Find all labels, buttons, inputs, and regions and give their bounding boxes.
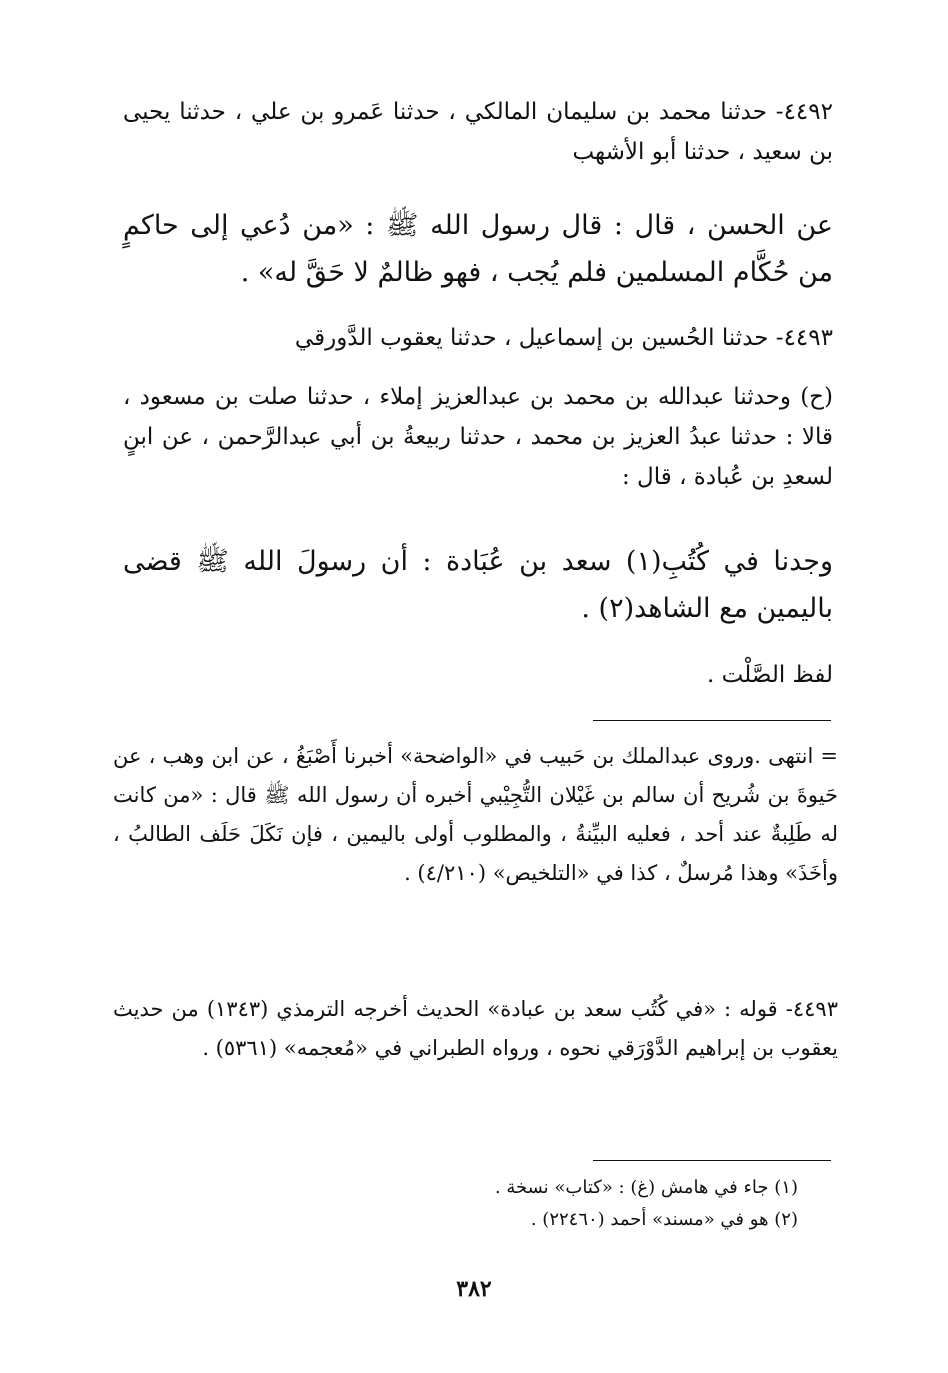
hadith-4492-isnad: ٤٤٩٢- حدثنا محمد بن سليمان المالكي ، حدثنا عَمرو بن علي ، حدثنا يحيى بن سعيد ، حدثنا أبو الأشهب: [123, 99, 833, 165]
footnotes: [138, 1172, 798, 1236]
hadith-4492-matn: عن الحسن ، قال : قال رسول الله ﷺ : «من دُعي إلى حاكمٍ من حُكَّام المسلمين فلم يُجب ، فهو ظالمٌ لا حَقَّ له» .: [123, 210, 833, 288]
commentary-4493: ٤٤٩٣- قوله : «في كُتُب سعد بن عبادة» الحديث أخرجه الترمذي (١٣٤٣) من حديث يعقوب بن إبراهيم الدَّوْرَقي نحوه ، ورواه الطبراني في «مُعجمه» (٥٣٦١) .: [113, 997, 838, 1060]
commentary-continuation: = انتهى .وروى عبدالملك بن حَبيب في «الواضحة» أخبرنا أَصْبَغُ ، عن ابن وهب ، عن حَيوةَ بن شُريح أن سالم بن غَيْلان التُّجِيْبي أخبره أن رسول الله ﷺ قال : «من كانت له طَلِبةٌ عند أحد ، فعليه البيِّنةُ ، والمطلوب أولى باليمين ، فإن نَكَلَ حَلَف الطالبُ ، وأخَذَ» وهذا مُرسلٌ ، كذا في «التلخيص» (٤/٢١٠) .: [113, 744, 838, 885]
footnote-2: (٢) هو في «مسند» أحمد (٢٢٤٦٠) .: [530, 1209, 798, 1230]
page-number: ٣٨٢: [456, 1276, 492, 1302]
commentary-separator-line: [593, 720, 831, 721]
hadith-4493-isnad: ٤٤٩٣- حدثنا الحُسين بن إسماعيل ، حدثنا يعقوب الدَّورقي: [294, 325, 833, 351]
footnote-1: (١) جاء في هامش (غ) : «كتاب» نسخة .: [494, 1177, 798, 1198]
footnote-separator-line: [593, 1160, 831, 1161]
hadith-4493-wording-note: لفظ الصَّلْت .: [707, 662, 833, 688]
hadith-4493-isnad-second-chain: (ح) وحدثنا عبدالله بن محمد بن عبدالعزيز إملاء ، حدثنا صلت بن مسعود ، قالا : حدثنا عبدُ العزيز بن محمد ، حدثنا ربيعةُ بن أبي عبدالرَّحمن ، عن ابنٍ لسعدِ بن عُبادة ، قال :: [123, 384, 833, 490]
hadith-4493-matn: وجدنا في كُتُبِ(١) سعد بن عُبَادة : أن رسولَ الله ﷺ قضى باليمين مع الشاهد(٢) .: [123, 546, 833, 624]
